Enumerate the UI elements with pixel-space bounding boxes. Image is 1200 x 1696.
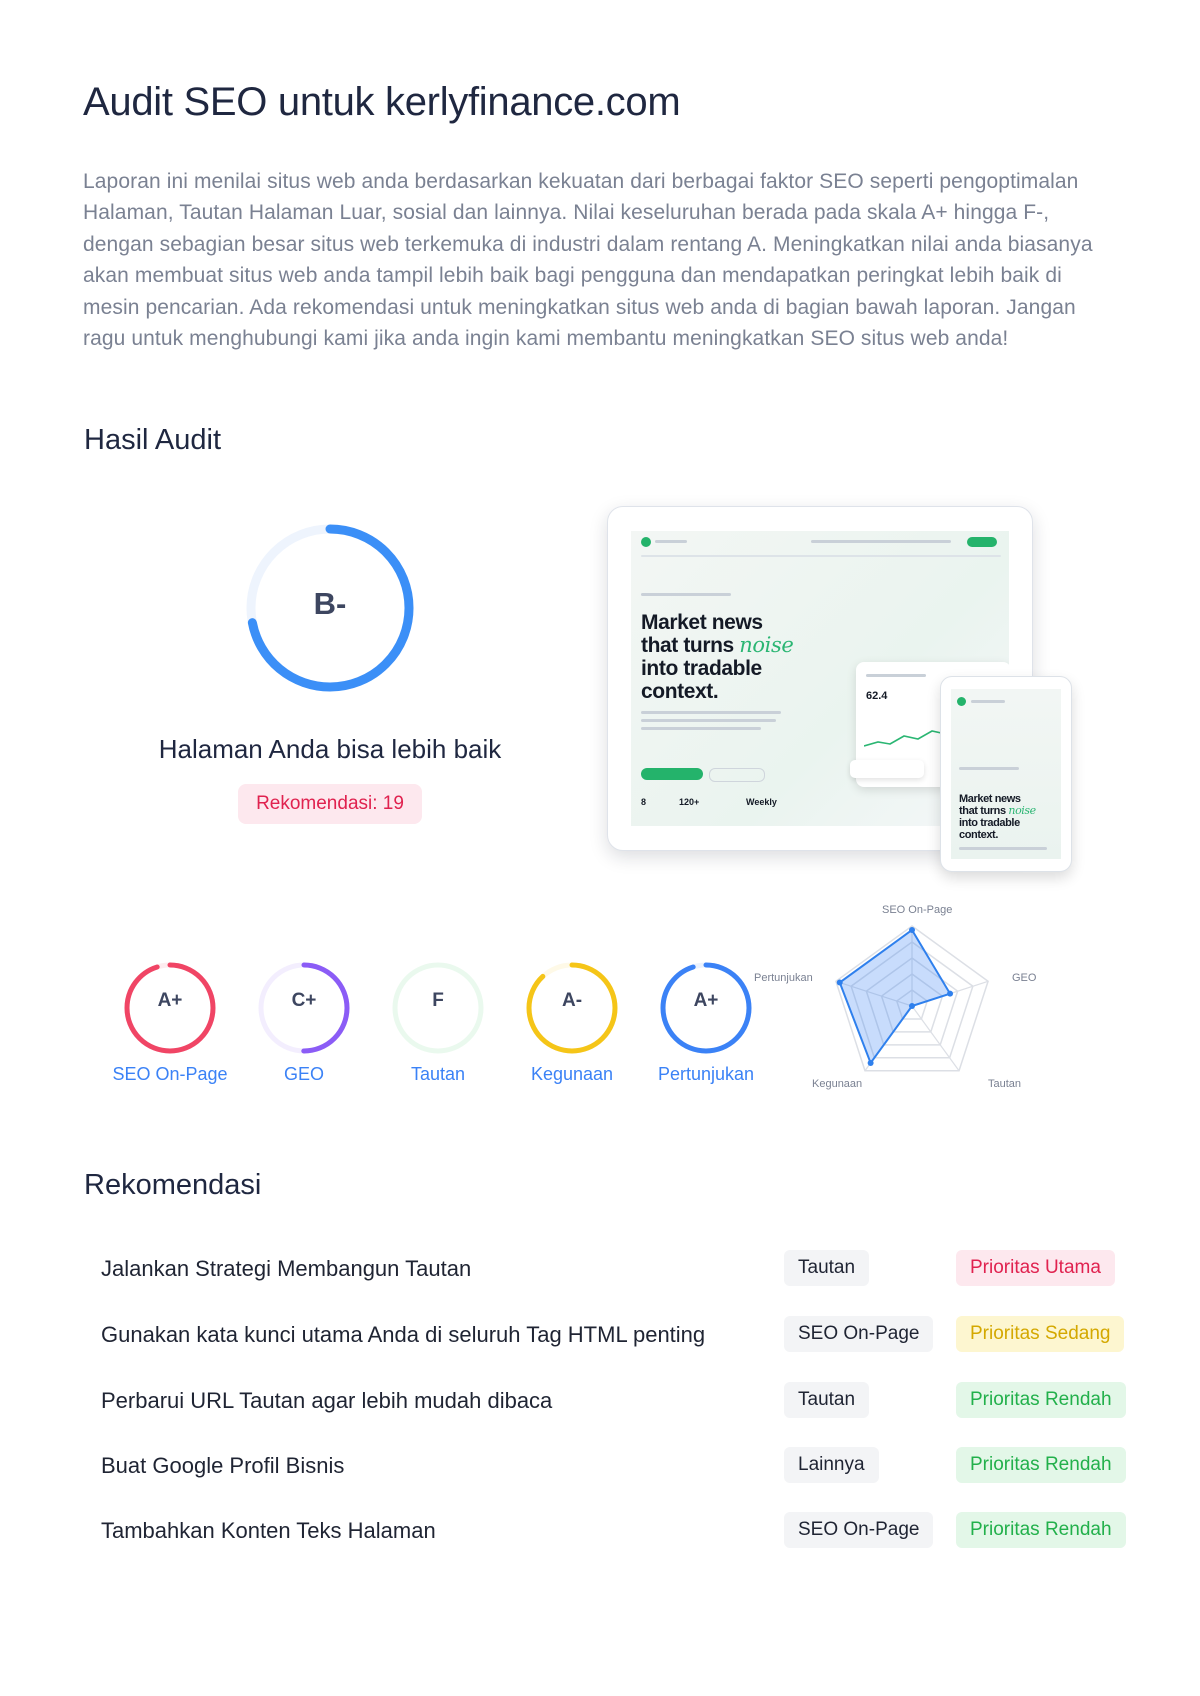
radar-point — [947, 991, 953, 997]
score-label: Pertunjukan — [657, 1064, 755, 1084]
category-radar-chart — [754, 904, 1062, 1096]
recommendation-priority-badge: Prioritas Utama — [956, 1250, 1115, 1286]
score-label: SEO On-Page — [112, 1064, 228, 1084]
recommendation-text: Perbarui URL Tautan agar lebih mudah dibaca — [101, 1388, 553, 1413]
radar-point — [837, 980, 843, 986]
preview-stat-2: 120+ — [679, 797, 700, 807]
preview-stat-1: 8 — [641, 797, 647, 807]
placeholder-line — [641, 727, 761, 730]
recommendation-row — [101, 1447, 1131, 1487]
recommendation-priority-badge: Prioritas Sedang — [956, 1316, 1124, 1352]
score-grade: C+ — [291, 990, 317, 1011]
score-grade: F — [432, 990, 444, 1011]
recommendation-priority-badge: Prioritas Rendah — [956, 1382, 1126, 1418]
overall-grade: B- — [313, 586, 347, 621]
recommendation-text: Jalankan Strategi Membangun Tautan — [101, 1256, 472, 1281]
placeholder-line — [641, 555, 1001, 557]
recommendation-row — [101, 1382, 1131, 1422]
recommendations-section-title: Rekomendasi — [84, 1169, 262, 1201]
recommendation-category-badge: Tautan — [784, 1382, 869, 1418]
recommendations-count-badge: Rekomendasi: 19 — [238, 784, 422, 824]
score-label: Kegunaan — [530, 1064, 614, 1084]
preview-card-value: 62.4 — [866, 690, 888, 702]
radar-axis-label: Tautan — [988, 1078, 1022, 1090]
radar-axis-label: GEO — [1012, 972, 1037, 984]
score-grade: A+ — [157, 990, 183, 1011]
radar-point — [868, 1060, 874, 1066]
placeholder-line — [811, 540, 951, 543]
radar-axis-label: Pertunjukan — [754, 972, 813, 984]
site-logo-icon — [957, 697, 966, 706]
intro-paragraph: Laporan ini menilai situs web anda berdasarkan kekuatan dari berbagai faktor SEO seperti pengoptimalan Halaman, Tautan Halaman Luar, sosial dan lainnya. Nilai keseluruhan berada pada skala A+ hingga F-, dengan sebagian besar situs web terkemuka di industri dalam rentang A. Meningkatkan nilai anda biasanya akan membuat situs web anda tampil lebih baik bagi pengguna dan mendapatkan peringkat lebih baik di mesin pencarian. Ada rekomendasi untuk meningkatkan situs web anda di bagian bawah laporan. Jangan ragu untuk menghubungi kami jika anda ingin kami membantu meningkatkan SEO situs web anda! — [83, 170, 1093, 351]
radar-point — [909, 927, 915, 933]
radar-point — [909, 1003, 915, 1009]
score-grade: A- — [561, 990, 583, 1011]
page-title: Audit SEO untuk kerlyfinance.com — [83, 80, 681, 124]
score-seo-on-page — [112, 958, 228, 1084]
recommendation-text: Tambahkan Konten Teks Halaman — [101, 1518, 436, 1543]
placeholder-line — [641, 593, 731, 596]
placeholder-line — [971, 700, 1005, 703]
site-logo-icon — [641, 537, 651, 547]
score-kegunaan — [522, 958, 622, 1084]
placeholder-line — [641, 719, 776, 722]
score-label: Tautan — [410, 1064, 466, 1084]
recommendation-text: Buat Google Profil Bisnis — [101, 1453, 345, 1478]
overall-summary: Halaman Anda bisa lebih baik — [158, 734, 502, 764]
mobile-preview-screen — [951, 689, 1061, 859]
placeholder-line — [866, 674, 926, 677]
recommendation-row — [101, 1316, 1131, 1356]
recommendation-row — [101, 1250, 1131, 1290]
score-grade: A+ — [693, 990, 719, 1011]
preview-headline: Market news that turns noise into tradable context. — [641, 611, 794, 703]
recommendation-row — [101, 1512, 1131, 1552]
recommendation-priority-badge: Prioritas Rendah — [956, 1512, 1126, 1548]
placeholder-line — [959, 767, 1019, 770]
recommendation-category-badge: Tautan — [784, 1250, 869, 1286]
recommendation-category-badge: SEO On-Page — [784, 1512, 933, 1548]
recommendation-category-badge: Lainnya — [784, 1447, 879, 1483]
placeholder-line — [959, 847, 1047, 850]
recommendation-priority-badge: Prioritas Rendah — [956, 1447, 1126, 1483]
placeholder-line — [655, 540, 687, 543]
score-tautan — [388, 958, 488, 1084]
preview-tooltip — [850, 760, 924, 778]
score-geo — [254, 958, 354, 1084]
recommendation-text: Gunakan kata kunci utama Anda di seluruh Tag HTML penting — [101, 1322, 706, 1347]
website-preview-mobile — [940, 676, 1072, 872]
radar-axis-label: Kegunaan — [812, 1078, 863, 1090]
placeholder-line — [641, 711, 781, 714]
score-label: GEO — [283, 1064, 324, 1084]
recommendation-category-badge: SEO On-Page — [784, 1316, 933, 1352]
site-cta-button — [967, 537, 997, 547]
mobile-preview-headline: Market news that turns noise into tradable context. — [959, 793, 1036, 841]
preview-stat-3: Weekly — [746, 797, 777, 807]
preview-primary-button — [641, 768, 703, 780]
results-section-title: Hasil Audit — [84, 424, 222, 456]
preview-secondary-button — [709, 768, 765, 782]
radar-axis-label: SEO On-Page — [882, 904, 953, 916]
score-pertunjukan — [656, 958, 756, 1084]
